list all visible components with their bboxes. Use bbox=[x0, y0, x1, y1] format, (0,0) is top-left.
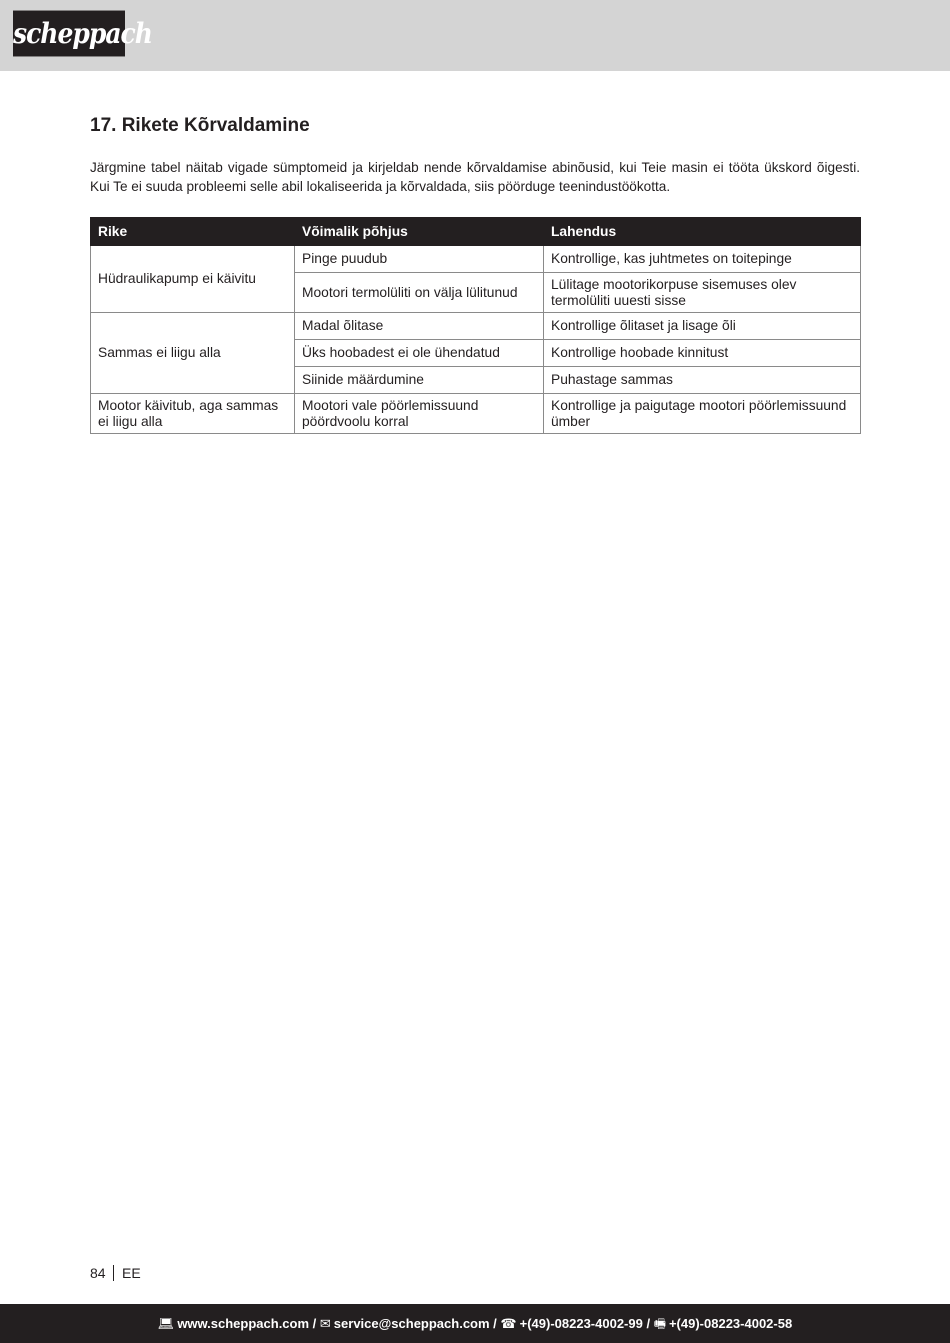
table-header-row bbox=[91, 218, 861, 246]
section-title: 17. Rikete Kõrvaldamine bbox=[90, 115, 310, 136]
solution-cell: Puhastage sammas bbox=[544, 367, 861, 394]
solution-cell: Kontrollige, kas juhtmetes on toitepinge bbox=[544, 246, 861, 273]
cause-cell: Mootori vale pöörlemissuund pöördvoolu korral bbox=[295, 394, 544, 434]
fax-number: +(49)-08223-4002-58 bbox=[668, 1316, 793, 1331]
fault-cell: Sammas ei liigu alla bbox=[91, 313, 295, 394]
header-band bbox=[0, 0, 950, 71]
fax-icon: 🖷︎ bbox=[653, 1316, 666, 1331]
fault-cell: Mootor käivitub, aga sammas ei liigu alla bbox=[91, 394, 295, 434]
table-row bbox=[91, 313, 861, 340]
table-row bbox=[91, 394, 861, 434]
solution-cell: Kontrollige õlitaset ja lisage õli bbox=[544, 313, 861, 340]
page-number-divider bbox=[113, 1265, 114, 1281]
page-language: EE bbox=[122, 1265, 141, 1281]
header-cause: Võimalik põhjus bbox=[295, 218, 544, 246]
page-number: 84 bbox=[90, 1265, 106, 1281]
website-link[interactable]: www.scheppach.com bbox=[177, 1316, 310, 1331]
footer-contact-bar bbox=[0, 1304, 950, 1343]
telephone-icon: ☎︎ bbox=[500, 1316, 517, 1331]
solution-cell: Kontrollige hoobade kinnitust bbox=[544, 340, 861, 367]
footer-separator: / bbox=[642, 1316, 654, 1331]
cause-cell: Siinide määrdumine bbox=[295, 367, 544, 394]
cause-cell: Üks hoobadest ei ole ühendatud bbox=[295, 340, 544, 367]
table-row bbox=[91, 246, 861, 273]
email-link[interactable]: service@scheppach.com bbox=[333, 1316, 490, 1331]
scheppach-logo: scheppach bbox=[13, 11, 125, 57]
header-fault: Rike bbox=[91, 218, 295, 246]
cause-cell: Mootori termolüliti on välja lülitunud bbox=[295, 273, 544, 313]
footer-separator: / bbox=[309, 1316, 320, 1331]
cause-cell: Pinge puudub bbox=[295, 246, 544, 273]
footer-separator: / bbox=[489, 1316, 501, 1331]
cause-cell: Madal õlitase bbox=[295, 313, 544, 340]
computer-icon: 💻︎ bbox=[157, 1316, 175, 1331]
solution-cell: Kontrollige ja paigutage mootori pöörlemissuund ümber bbox=[544, 394, 861, 434]
phone-number: +(49)-08223-4002-99 bbox=[519, 1316, 643, 1331]
intro-paragraph: Järgmine tabel näitab vigade sümptomeid ja kirjeldab nende kõrvaldamise abinõusid, kui Teie masin ei tööta ükskord õigesti. Kui Te ei suuda probleemi selle abil lokaliseerida ja kõrvaldada, siis pöörduge teenindustöökotta. bbox=[90, 160, 860, 194]
envelope-icon: ✉︎ bbox=[319, 1316, 331, 1331]
solution-cell: Lülitage mootorikorpuse sisemuses olev termolüliti uuesti sisse bbox=[544, 273, 861, 313]
fault-cell: Hüdraulikapump ei käivitu bbox=[91, 246, 295, 313]
troubleshooting-table bbox=[90, 217, 861, 434]
header-solution: Lahendus bbox=[544, 218, 861, 246]
